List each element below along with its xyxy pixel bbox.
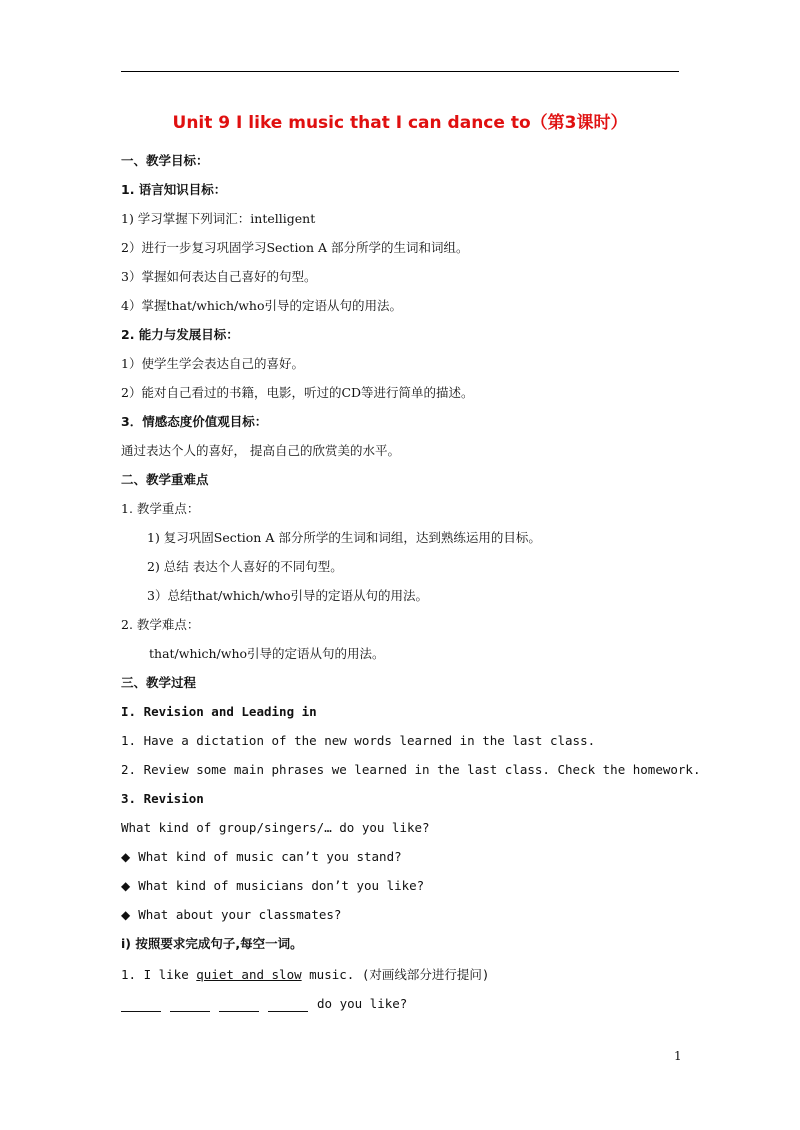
header-rule <box>121 71 679 72</box>
exercise-item: 1. I like quiet and slow music. (对画线部分进行提问) <box>121 967 490 982</box>
step-heading-revision: I. Revision and Leading in <box>121 704 317 719</box>
list-item: that/which/who引导的定语从句的用法。 <box>149 646 385 661</box>
answer-blank <box>219 999 259 1012</box>
subheading-key-points: 1. 教学重点： <box>121 501 200 516</box>
document-title: Unit 9 I like music that I can dance to（第3课时） <box>172 113 628 133</box>
list-item: 1) 复习巩固Section A 部分所学的生词和词组，达到熟练运用的目标。 <box>147 530 541 545</box>
list-item: 3）总结that/which/who引导的定语从句的用法。 <box>147 588 429 603</box>
answer-blank <box>268 999 308 1012</box>
underlined-phrase: quiet and slow <box>196 967 302 982</box>
diamond-bullet-icon: ◆ <box>121 908 131 922</box>
list-item: 1. Have a dictation of the new words learned in the last class. <box>121 733 596 748</box>
subheading-difficulties: 2. 教学难点： <box>121 617 200 632</box>
paragraph: 通过表达个人的喜好， 提高自己的欣赏美的水平。 <box>121 443 400 458</box>
answer-blank <box>170 999 210 1012</box>
list-item: 3）掌握如何表达自己喜好的句型。 <box>121 269 317 284</box>
subheading-revision: 3. Revision <box>121 791 204 806</box>
answer-blank <box>121 999 161 1012</box>
page-number: 1 <box>674 1049 682 1063</box>
subheading-values: 3．情感态度价值观目标： <box>121 414 268 429</box>
subheading-language-knowledge: 1. 语言知识目标： <box>121 182 227 197</box>
section-heading-key-points: 二、教学重难点 <box>121 472 209 487</box>
list-item: 4）掌握that/which/who引导的定语从句的用法。 <box>121 298 403 313</box>
question-line: What kind of group/singers/… do you like? <box>121 820 430 835</box>
fill-blank-line: do you like? <box>121 996 407 1012</box>
bullet-item: ◆ What kind of musicians don’t you like? <box>121 878 425 893</box>
list-item: 2) 总结 表达个人喜好的不同句型。 <box>147 559 343 574</box>
list-item: 2. Review some main phrases we learned in the last class. Check the homework. <box>121 762 701 777</box>
section-heading-process: 三、教学过程 <box>121 675 197 690</box>
diamond-bullet-icon: ◆ <box>121 850 131 864</box>
section-heading-objectives: 一、教学目标： <box>121 153 209 168</box>
bullet-item: ◆ What kind of music can’t you stand? <box>121 849 402 864</box>
list-item: 2）能对自己看过的书籍，电影，听过的CD等进行简单的描述。 <box>121 385 474 400</box>
bullet-item: ◆ What about your classmates? <box>121 907 342 922</box>
diamond-bullet-icon: ◆ <box>121 879 131 893</box>
list-item: 1）使学生学会表达自己的喜好。 <box>121 356 304 371</box>
list-item: 1) 学习掌握下列词汇：intelligent <box>121 211 316 226</box>
exercise-heading: i) 按照要求完成句子,每空一词。 <box>121 936 303 951</box>
list-item: 2）进行一步复习巩固学习Section A 部分所学的生词和词组。 <box>121 240 469 255</box>
subheading-ability: 2. 能力与发展目标： <box>121 327 239 342</box>
